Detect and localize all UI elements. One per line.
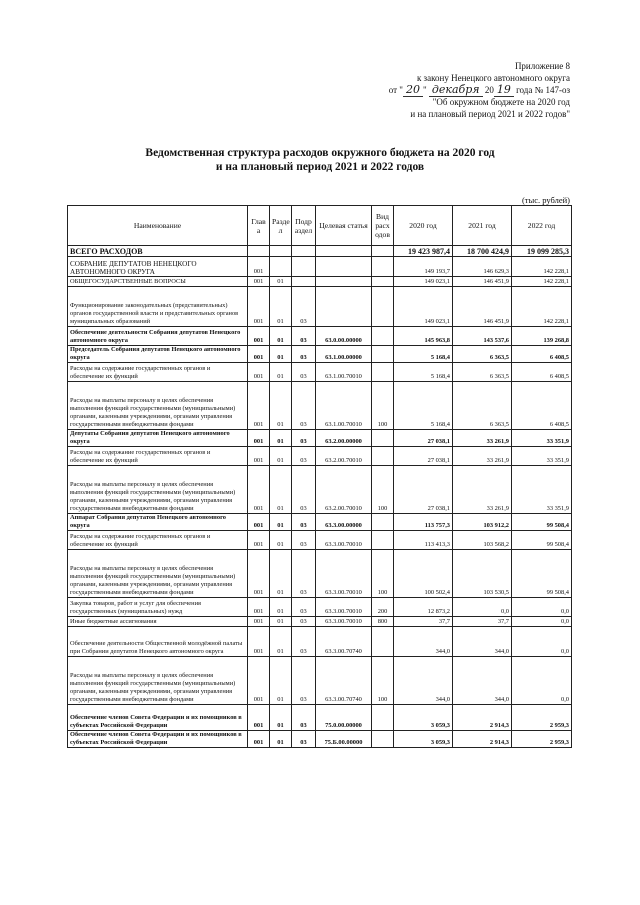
row-target-article: 63.3.00.70010: [316, 550, 372, 598]
row-name: ОБЩЕГОСУДАРСТВЕННЫЕ ВОПРОСЫ: [68, 277, 248, 287]
row-value-2021: 33 261,9: [453, 430, 512, 447]
table-row: [68, 598, 572, 617]
row-podrazdel: 03: [292, 550, 316, 598]
row-value-2021: 146 451,9: [453, 287, 512, 327]
row-value-2022: 33 351,9: [512, 430, 572, 447]
row-expense-type: [372, 277, 394, 287]
row-target-article: 63.1.00.70010: [316, 382, 372, 430]
row-value-2020: 145 963,8: [394, 327, 453, 346]
header-target-article: Целевая статья: [316, 206, 372, 246]
row-value-2021: 0,0: [453, 598, 512, 617]
header-2020: 2020 год: [394, 206, 453, 246]
row-value-2021: 18 700 424,9: [453, 246, 512, 257]
row-razdel: 01: [270, 277, 292, 287]
row-value-2022: 0,0: [512, 657, 572, 705]
row-value-2021: 2 914,3: [453, 731, 512, 748]
table-row: [68, 514, 572, 531]
law-reference: к закону Ненецкого автономного округа: [416, 73, 570, 83]
row-target-article: 63.3.00.70010: [316, 617, 372, 627]
header-glav: Глав а: [248, 206, 270, 246]
row-value-2021: 33 261,9: [453, 447, 512, 466]
row-glav: 001: [248, 447, 270, 466]
row-expense-type: [372, 531, 394, 550]
row-value-2021: 344,0: [453, 627, 512, 657]
row-expense-type: [372, 430, 394, 447]
row-razdel: 01: [270, 705, 292, 731]
row-expense-type: [372, 627, 394, 657]
row-name: Расходы на содержание государственных органов и обеспечение их функций: [68, 363, 248, 382]
row-name: Депутаты Собрания депутатов Ненецкого автономного округа: [68, 430, 248, 447]
row-target-article: 63.3.00.70740: [316, 657, 372, 705]
row-glav: 001: [248, 627, 270, 657]
row-podrazdel: 03: [292, 363, 316, 382]
row-value-2021: 33 261,9: [453, 466, 512, 514]
row-name: Иные бюджетные ассигнования: [68, 617, 248, 627]
row-podrazdel: [292, 277, 316, 287]
row-razdel: 01: [270, 447, 292, 466]
row-target-article: [316, 257, 372, 277]
row-value-2020: 27 038,1: [394, 466, 453, 514]
row-value-2022: 6 408,5: [512, 382, 572, 430]
row-glav: 001: [248, 617, 270, 627]
row-name: Расходы на выплаты персоналу в целях обеспечения выполнения функций государственными (муниципальными) органами, казенными учреждениями, органами управления государственными внебюджетными фондами: [68, 657, 248, 705]
row-value-2022: 0,0: [512, 617, 572, 627]
row-target-article: [316, 246, 372, 257]
row-razdel: 01: [270, 287, 292, 327]
document-title: [70, 146, 570, 174]
row-glav: 001: [248, 382, 270, 430]
row-value-2021: 143 537,6: [453, 327, 512, 346]
row-value-2022: 0,0: [512, 598, 572, 617]
row-value-2022: 2 959,3: [512, 705, 572, 731]
table-row: [68, 277, 572, 287]
row-name: Обеспечение деятельности Общественной молодёжной палаты при Собрании депутатов Ненецкого автономного округа: [68, 627, 248, 657]
row-podrazdel: 03: [292, 598, 316, 617]
table-row: [68, 327, 572, 346]
row-value-2022: 0,0: [512, 627, 572, 657]
row-value-2022: 142 228,1: [512, 277, 572, 287]
table-row: [68, 246, 572, 257]
row-razdel: 01: [270, 514, 292, 531]
row-value-2020: 27 038,1: [394, 447, 453, 466]
table-row: [68, 447, 572, 466]
row-podrazdel: 03: [292, 531, 316, 550]
row-razdel: 01: [270, 430, 292, 447]
row-value-2021: 37,7: [453, 617, 512, 627]
row-value-2020: 113 757,3: [394, 514, 453, 531]
table-row: [68, 657, 572, 705]
table-row: [68, 627, 572, 657]
row-value-2020: 3 059,3: [394, 705, 453, 731]
row-razdel: 01: [270, 617, 292, 627]
row-glav: 001: [248, 531, 270, 550]
row-target-article: 63.3.00.70010: [316, 531, 372, 550]
row-value-2021: 6 363,5: [453, 363, 512, 382]
title-line-1: Ведомственная структура расходов окружного бюджета на 2020 год: [145, 147, 495, 159]
row-target-article: 63.2.00.00000: [316, 430, 372, 447]
row-glav: 001: [248, 657, 270, 705]
row-value-2021: 344,0: [453, 657, 512, 705]
row-podrazdel: 03: [292, 327, 316, 346]
row-podrazdel: [292, 257, 316, 277]
row-target-article: 63.0.00.00000: [316, 327, 372, 346]
row-expense-type: [372, 346, 394, 363]
row-value-2022: 33 351,9: [512, 466, 572, 514]
row-glav: 001: [248, 327, 270, 346]
row-glav: 001: [248, 514, 270, 531]
row-expense-type: [372, 246, 394, 257]
header-2022: 2022 год: [512, 206, 572, 246]
header-name: Наименование: [68, 206, 248, 246]
header-razdel: Разде л: [270, 206, 292, 246]
table-row: [68, 731, 572, 748]
row-podrazdel: 03: [292, 287, 316, 327]
row-name: Закупка товаров, работ и услуг для обеспечения государственных (муниципальных) нужд: [68, 598, 248, 617]
row-value-2021: 146 629,3: [453, 257, 512, 277]
table-row: [68, 287, 572, 327]
row-expense-type: [372, 363, 394, 382]
row-name: ВСЕГО РАСХОДОВ: [68, 246, 248, 257]
date-year-prefix: 20: [482, 85, 494, 95]
row-razdel: 01: [270, 598, 292, 617]
handwritten-month: декабря: [429, 83, 483, 97]
row-razdel: 01: [270, 731, 292, 748]
row-name: Обеспечение членов Совета Федерации и их помощников в субъектах Российской Федерации: [68, 731, 248, 748]
row-value-2020: 12 873,2: [394, 598, 453, 617]
row-expense-type: [372, 327, 394, 346]
header-2021: 2021 год: [453, 206, 512, 246]
row-name: Расходы на выплаты персоналу в целях обеспечения выполнения функций государственными (муниципальными) органами, казенными учреждениями, органами управления государственными внебюджетными фондами: [68, 466, 248, 514]
row-podrazdel: 03: [292, 657, 316, 705]
appendix-label: Приложение 8: [514, 61, 570, 71]
row-razdel: 01: [270, 550, 292, 598]
row-razdel: 01: [270, 627, 292, 657]
row-value-2022: 19 099 285,3: [512, 246, 572, 257]
row-target-article: 63.2.00.70010: [316, 447, 372, 466]
table-row: [68, 430, 572, 447]
row-expense-type: [372, 447, 394, 466]
row-podrazdel: 03: [292, 705, 316, 731]
table-row: [68, 705, 572, 731]
row-value-2020: 3 059,3: [394, 731, 453, 748]
law-title-line-1: "Об окружном бюджете на 2020 год: [432, 97, 570, 107]
row-value-2022: 6 408,5: [512, 363, 572, 382]
row-razdel: 01: [270, 466, 292, 514]
row-glav: 001: [248, 287, 270, 327]
row-value-2022: 99 508,4: [512, 514, 572, 531]
unit-label: (тыс. рублей): [521, 195, 570, 205]
row-value-2022: 6 408,5: [512, 346, 572, 363]
row-podrazdel: 03: [292, 617, 316, 627]
row-value-2020: 344,0: [394, 657, 453, 705]
table-row: [68, 531, 572, 550]
row-name: Расходы на содержание государственных органов и обеспечение их функций: [68, 531, 248, 550]
row-expense-type: 100: [372, 657, 394, 705]
row-razdel: 01: [270, 363, 292, 382]
row-value-2021: 6 363,5: [453, 346, 512, 363]
row-expense-type: [372, 287, 394, 327]
table-row: [68, 550, 572, 598]
row-podrazdel: [292, 246, 316, 257]
row-value-2020: 100 502,4: [394, 550, 453, 598]
row-target-article: 75.Б.00.00000: [316, 731, 372, 748]
row-expense-type: [372, 731, 394, 748]
row-target-article: 75.0.00.00000: [316, 705, 372, 731]
row-podrazdel: 03: [292, 346, 316, 363]
row-expense-type: 100: [372, 466, 394, 514]
row-expense-type: 100: [372, 382, 394, 430]
row-value-2022: 139 268,8: [512, 327, 572, 346]
row-expense-type: 100: [372, 550, 394, 598]
row-expense-type: [372, 514, 394, 531]
table-row: [68, 346, 572, 363]
header-expense-type: Вид расх одов: [372, 206, 394, 246]
row-glav: 001: [248, 550, 270, 598]
row-target-article: [316, 287, 372, 327]
row-value-2022: 99 508,4: [512, 550, 572, 598]
row-value-2021: 2 914,3: [453, 705, 512, 731]
row-podrazdel: 03: [292, 627, 316, 657]
handwritten-year: 19: [494, 83, 514, 97]
law-title-line-2: и на плановый период 2021 и 2022 годов": [410, 109, 570, 119]
row-value-2021: 103 912,2: [453, 514, 512, 531]
table-row: [68, 617, 572, 627]
row-value-2020: 37,7: [394, 617, 453, 627]
row-value-2020: 149 023,1: [394, 277, 453, 287]
row-glav: 001: [248, 277, 270, 287]
row-value-2020: 5 168,4: [394, 346, 453, 363]
law-date-line: [310, 84, 570, 96]
row-target-article: 63.1.00.00000: [316, 346, 372, 363]
row-value-2022: 99 508,4: [512, 531, 572, 550]
row-glav: 001: [248, 346, 270, 363]
row-target-article: 63.1.00.70010: [316, 363, 372, 382]
row-glav: [248, 246, 270, 257]
table-row: [68, 257, 572, 277]
date-prefix: от ": [388, 85, 403, 95]
row-target-article: 63.3.00.00000: [316, 514, 372, 531]
row-name: Функционирование законодательных (представительных) органов государственной власти и представительных органов муниципальных образований: [68, 287, 248, 327]
row-value-2020: 149 023,1: [394, 287, 453, 327]
row-glav: 001: [248, 466, 270, 514]
row-value-2022: 33 351,9: [512, 447, 572, 466]
table-body: [68, 246, 572, 748]
date-suffix: года № 147-оз: [513, 85, 570, 95]
row-glav: 001: [248, 257, 270, 277]
row-podrazdel: 03: [292, 430, 316, 447]
row-name: Обеспечение членов Совета Федерации и их помощников в субъектах Российской Федерации: [68, 705, 248, 731]
date-mid: ": [422, 85, 429, 95]
row-glav: 001: [248, 705, 270, 731]
handwritten-day: 20: [403, 83, 423, 97]
row-value-2022: 142 228,1: [512, 257, 572, 277]
row-podrazdel: 03: [292, 731, 316, 748]
row-value-2020: 19 423 987,4: [394, 246, 453, 257]
table-row: [68, 382, 572, 430]
row-razdel: 01: [270, 531, 292, 550]
row-value-2021: 6 363,5: [453, 382, 512, 430]
row-razdel: 01: [270, 382, 292, 430]
row-name: Расходы на содержание государственных органов и обеспечение их функций: [68, 447, 248, 466]
row-target-article: [316, 277, 372, 287]
table-header-row: [68, 206, 572, 246]
table-row: [68, 466, 572, 514]
row-target-article: 63.3.00.70740: [316, 627, 372, 657]
row-expense-type: 800: [372, 617, 394, 627]
row-glav: 001: [248, 363, 270, 382]
row-podrazdel: 03: [292, 466, 316, 514]
appendix-block: [310, 60, 570, 120]
row-target-article: 63.2.00.70010: [316, 466, 372, 514]
row-expense-type: 200: [372, 598, 394, 617]
row-value-2021: 103 568,2: [453, 531, 512, 550]
header-podrazdel: Подр аздел: [292, 206, 316, 246]
row-value-2022: 142 228,1: [512, 287, 572, 327]
row-glav: 001: [248, 430, 270, 447]
row-name: Председатель Собрания депутатов Ненецкого автономного округа: [68, 346, 248, 363]
row-name: Аппарат Собрания депутатов Ненецкого автономного округа: [68, 514, 248, 531]
row-razdel: [270, 246, 292, 257]
row-podrazdel: 03: [292, 514, 316, 531]
row-razdel: 01: [270, 327, 292, 346]
row-value-2020: 5 168,4: [394, 363, 453, 382]
row-razdel: [270, 257, 292, 277]
row-target-article: 63.3.00.70010: [316, 598, 372, 617]
row-value-2022: 2 959,3: [512, 731, 572, 748]
row-value-2021: 103 530,5: [453, 550, 512, 598]
row-value-2021: 146 451,9: [453, 277, 512, 287]
row-value-2020: 27 038,1: [394, 430, 453, 447]
row-name: Расходы на выплаты персоналу в целях обеспечения выполнения функций государственными (муниципальными) органами, казенными учреждениями, органами управления государственными внебюджетными фондами: [68, 382, 248, 430]
row-value-2020: 344,0: [394, 627, 453, 657]
row-name: Расходы на выплаты персоналу в целях обеспечения выполнения функций государственными (муниципальными) органами, казенными учреждениями, органами управления государственными внебюджетными фондами: [68, 550, 248, 598]
row-value-2020: 5 168,4: [394, 382, 453, 430]
table-row: [68, 363, 572, 382]
row-value-2020: 113 413,3: [394, 531, 453, 550]
row-razdel: 01: [270, 346, 292, 363]
row-name: Обеспечение деятельности Собрания депутатов Ненецкого автономного округа: [68, 327, 248, 346]
title-line-2: и на плановый период 2021 и 2022 годов: [215, 161, 425, 173]
row-value-2020: 149 193,7: [394, 257, 453, 277]
budget-table: [67, 205, 572, 748]
row-name: СОБРАНИЕ ДЕПУТАТОВ НЕНЕЦКОГО АВТОНОМНОГО ОКРУГА: [68, 257, 248, 277]
row-glav: 001: [248, 598, 270, 617]
row-expense-type: [372, 705, 394, 731]
row-expense-type: [372, 257, 394, 277]
row-glav: 001: [248, 731, 270, 748]
row-razdel: 01: [270, 657, 292, 705]
row-podrazdel: 03: [292, 382, 316, 430]
row-podrazdel: 03: [292, 447, 316, 466]
